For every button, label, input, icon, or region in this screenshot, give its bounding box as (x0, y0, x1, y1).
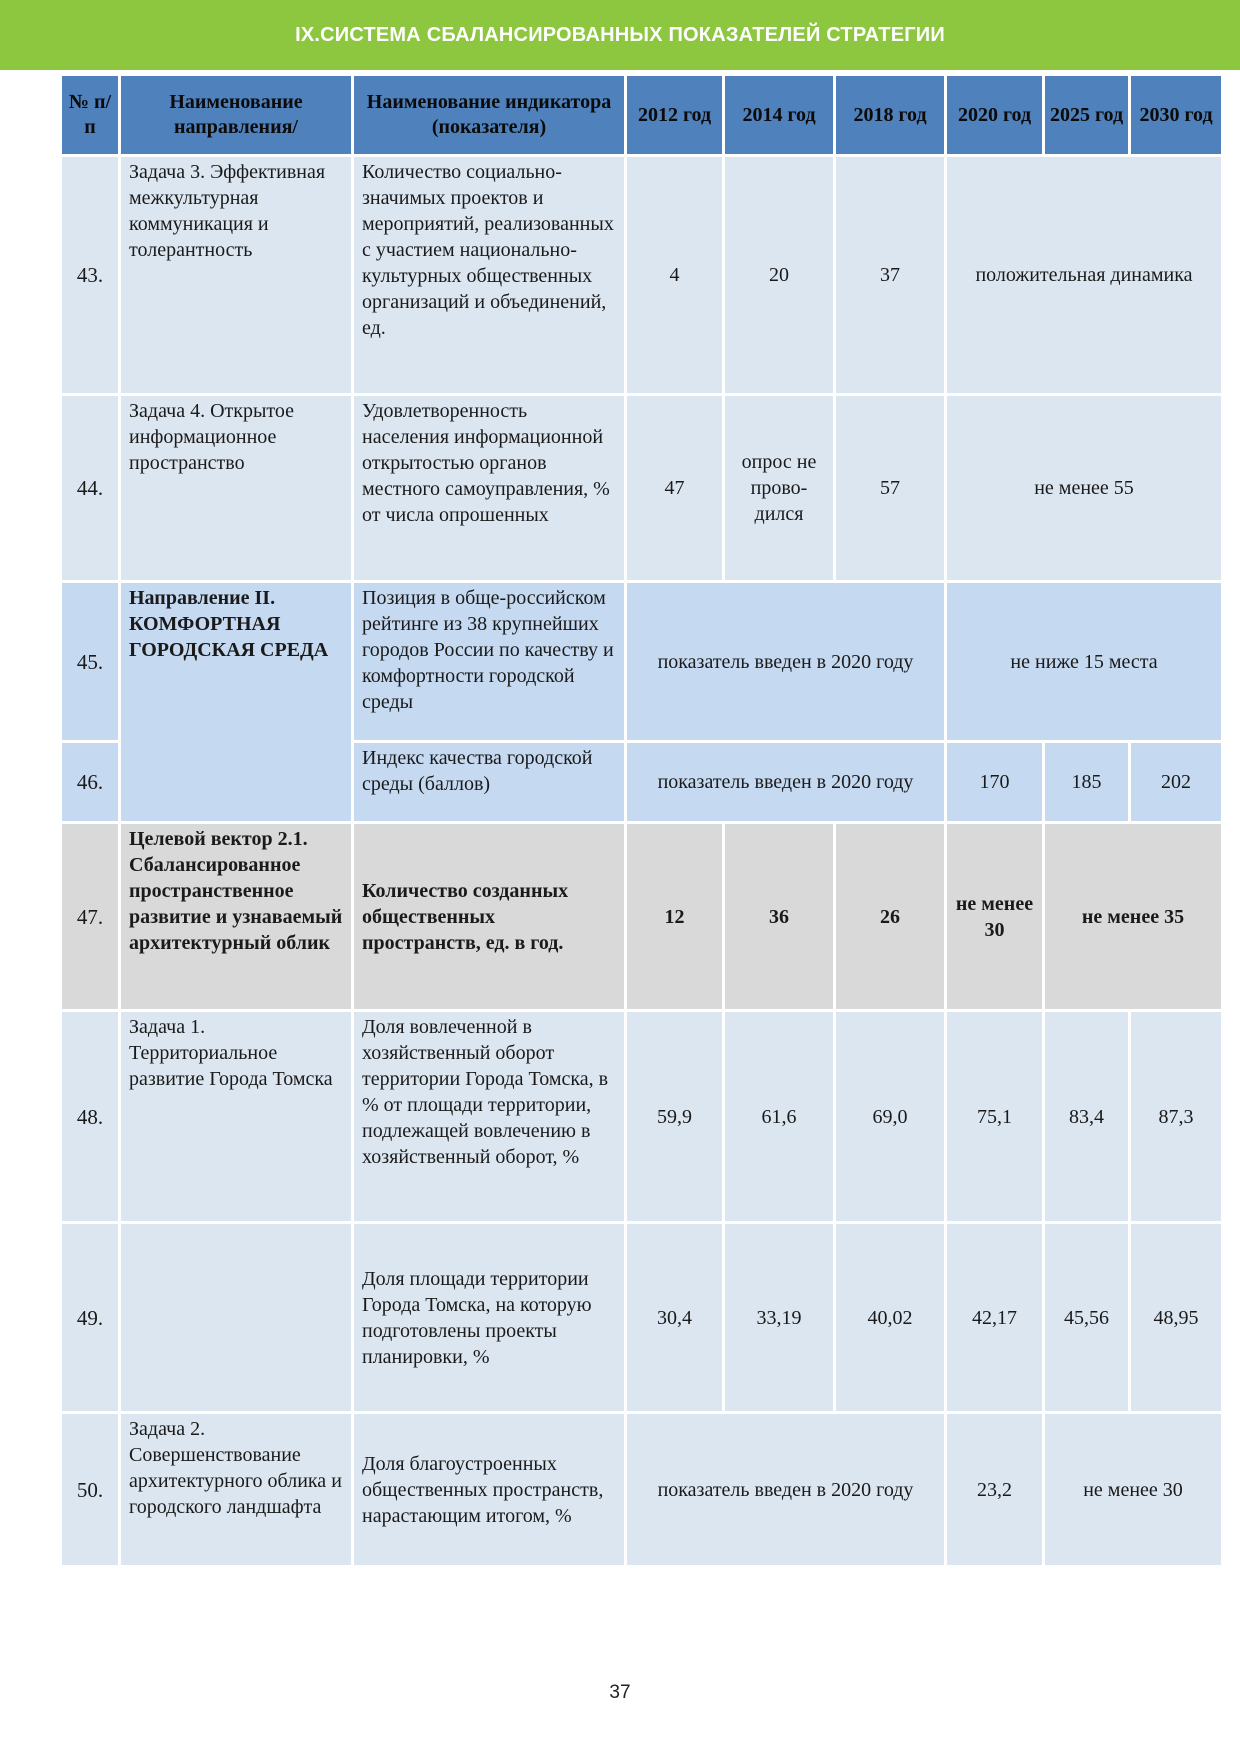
value-2020: 75,1 (947, 1012, 1042, 1221)
indicators-table (59, 73, 1224, 1568)
value-2014: опрос не прово-дился (725, 396, 833, 580)
row-indicator: Индекс качества городской среды (баллов) (354, 743, 624, 821)
page-number: 37 (609, 1682, 631, 1703)
value-2018: 37 (836, 157, 944, 393)
column-header-indicator: Наименование индикатора (показателя) (354, 76, 624, 154)
row-indicator: Удовлетворенность населения информационной открытостью органов местного самоуправления, % от числа опрошенных (354, 396, 624, 580)
value-2025: 83,4 (1045, 1012, 1128, 1221)
table-header-row (62, 76, 1221, 154)
column-header-2012: 2012 год (627, 76, 722, 154)
table-row (62, 157, 1221, 393)
row-indicator: Доля вовлеченной в хозяйственный оборот территории Города Томска, в % от площади территории, подлежащей вовлечению в хозяйственный оборот, % (354, 1012, 624, 1221)
column-header-2014: 2014 год (725, 76, 833, 154)
value-introduced-note: показатель введен в 2020 году (627, 583, 944, 740)
column-header-number: № п/п (62, 76, 118, 154)
column-header-direction: Наименование направления/ (121, 76, 351, 154)
value-2014: 33,19 (725, 1224, 833, 1411)
value-2030: 202 (1131, 743, 1221, 821)
row-number: 50. (62, 1414, 118, 1565)
row-number: 44. (62, 396, 118, 580)
value-2025: 45,56 (1045, 1224, 1128, 1411)
row-number: 49. (62, 1224, 118, 1411)
table-row (62, 396, 1221, 580)
value-introduced-note: показатель введен в 2020 году (627, 743, 944, 821)
row-number: 43. (62, 157, 118, 393)
value-2020: 42,17 (947, 1224, 1042, 1411)
value-2014: 36 (725, 824, 833, 1009)
value-2012: 47 (627, 396, 722, 580)
table-row (62, 824, 1221, 1009)
row-direction: Задача 4. Открытое информационное пространство (121, 396, 351, 580)
section-banner (0, 0, 1240, 70)
value-target: положительная динамика (947, 157, 1221, 393)
value-2030: 87,3 (1131, 1012, 1221, 1221)
value-2020: 170 (947, 743, 1042, 821)
value-target: не ниже 15 места (947, 583, 1221, 740)
column-header-2018: 2018 год (836, 76, 944, 154)
value-target: не менее 30 (1045, 1414, 1221, 1565)
section-title: IX.СИСТЕМА СБАЛАНСИРОВАННЫХ ПОКАЗАТЕЛЕЙ СТРАТЕГИИ (295, 23, 945, 46)
value-2012: 4 (627, 157, 722, 393)
value-2012: 59,9 (627, 1012, 722, 1221)
value-2012: 30,4 (627, 1224, 722, 1411)
row-indicator: Позиция в обще-российском рейтинге из 38 крупнейших городов России по качеству и комфортности городской среды (354, 583, 624, 740)
value-2018: 69,0 (836, 1012, 944, 1221)
column-header-2020: 2020 год (947, 76, 1042, 154)
value-2018: 26 (836, 824, 944, 1009)
table-row (62, 1414, 1221, 1565)
row-direction: Задача 3. Эффективная межкультурная коммуникация и толерантность (121, 157, 351, 393)
row-number: 45. (62, 583, 118, 740)
value-2030: 48,95 (1131, 1224, 1221, 1411)
value-target: не менее 35 (1045, 824, 1221, 1009)
value-2025: 185 (1045, 743, 1128, 821)
row-indicator: Количество социально-значимых проектов и мероприятий, реализованных с участием национально-культурных общественных организаций и объединений, ед. (354, 157, 624, 393)
row-number: 47. (62, 824, 118, 1009)
value-2018: 40,02 (836, 1224, 944, 1411)
row-number: 48. (62, 1012, 118, 1221)
row-indicator: Доля площади территории Города Томска, на которую подготовлены проекты планировки, % (354, 1224, 624, 1411)
value-introduced-note: показатель введен в 2020 году (627, 1414, 944, 1565)
row-direction: Направление II. КОМФОРТНАЯ ГОРОДСКАЯ СРЕДА (121, 583, 351, 821)
value-2012: 12 (627, 824, 722, 1009)
row-direction: Задача 1. Территориальное развитие Города Томска (121, 1012, 351, 1221)
row-direction (121, 1224, 351, 1411)
value-2020: не менее 30 (947, 824, 1042, 1009)
row-direction: Целевой вектор 2.1. Сбалансированное пространственное развитие и узнаваемый архитектурный облик (121, 824, 351, 1009)
table-row (62, 1224, 1221, 1411)
value-2018: 57 (836, 396, 944, 580)
value-2014: 61,6 (725, 1012, 833, 1221)
table-row (62, 583, 1221, 740)
value-2020: 23,2 (947, 1414, 1042, 1565)
column-header-2030: 2030 год (1131, 76, 1221, 154)
row-direction: Задача 2. Совершенствование архитектурного облика и городского ландшафта (121, 1414, 351, 1565)
row-number: 46. (62, 743, 118, 821)
table-row (62, 1012, 1221, 1221)
value-2014: 20 (725, 157, 833, 393)
value-target: не менее 55 (947, 396, 1221, 580)
row-indicator: Доля благоустроенных общественных пространств, нарастающим итогом, % (354, 1414, 624, 1565)
column-header-2025: 2025 год (1045, 76, 1128, 154)
row-indicator: Количество созданных общественных пространств, ед. в год. (354, 824, 624, 1009)
